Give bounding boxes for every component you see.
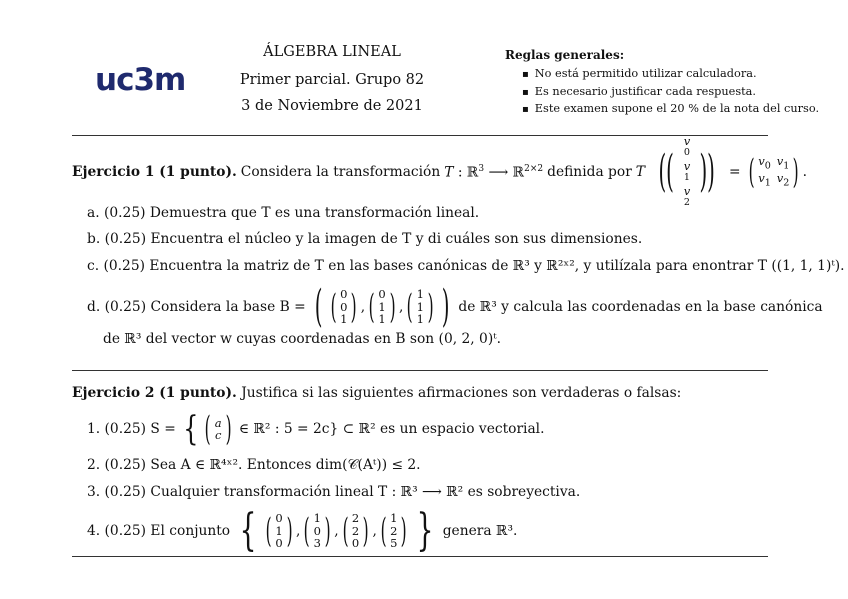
ex1-part-b: b. (0.25) Encuentra el núcleo y la imagen de T y di cuáles son sus dimensiones. [87, 231, 643, 247]
ex2-intro: Justifica si las siguientes afirmaciones son verdaderas o falsas: [241, 385, 682, 401]
vector-set: { ( 0 1 0 ) , ( 1 0 3 ) , ( 2 2 0 ) , ( 1 2 5 ) } [239, 505, 434, 556]
divider [72, 556, 768, 557]
course-title: ÁLGEBRA LINEAL [263, 44, 401, 60]
ex2-statement [72, 385, 681, 401]
rules-title: Reglas generales: [505, 48, 625, 62]
divider [72, 370, 768, 371]
ex1-map: T : ℝ$^3$ ⟶ ℝ$^{2\times 2}$ [444, 163, 544, 181]
ex1-part-d [87, 281, 823, 332]
exam-subtitle: Primer parcial. Grupo 82 [239, 72, 425, 88]
rule-item: ▪ No está permitido utilizar calculadora. [522, 66, 819, 84]
ex1-defined-by: definida por [547, 164, 632, 180]
uc3m-logo: uc3m [95, 62, 186, 98]
ex2-item-1-intro: 1. (0.25) S = [87, 421, 176, 437]
ex1-heading: Ejercicio 1 (1 punto). [72, 164, 237, 180]
ex1-intro: Considera la transformación [240, 164, 441, 180]
ex2-item-3: 3. (0.25) Cualquier transformación lineal T : ℝ³ ⟶ ℝ² es sobreyectiva. [87, 484, 581, 500]
ex1-statement [72, 133, 808, 208]
rules-list [522, 66, 819, 119]
rule-item: ▪ Es necesario justificar cada respuesta. [522, 84, 819, 102]
ex1-part-d-intro: d. (0.25) Considera la base B = [87, 299, 306, 315]
rule-item: ▪ Este examen supone el 20 % de la nota del curso. [522, 101, 819, 119]
ex2-item-4-cont: genera ℝ³. [442, 523, 518, 539]
ex2-item-2: 2. (0.25) Sea A ∈ ℝ⁴ˣ². Entonces dim(𝒞(Aᵗ)) ≤ 2. [87, 457, 421, 473]
ex2-item-1-cont: ∈ ℝ² : 5 = 2c} ⊂ ℝ² es un espacio vectorial. [238, 421, 545, 437]
ex1-part-d-cont: de ℝ³ y calcula las coordenadas en la base canónica [458, 299, 823, 315]
ex2-item-4 [87, 505, 518, 556]
ex1-part-d-line2: de ℝ³ del vector w cuyas coordenadas en B son (0, 2, 0)ᵗ. [103, 331, 501, 347]
ex2-item-1 [87, 410, 544, 448]
ex1-part-a: a. (0.25) Demuestra que T es una transformación lineal. [87, 205, 480, 221]
ex2-heading: Ejercicio 2 (1 punto). [72, 385, 237, 401]
set-S: { ( a c ) [183, 409, 232, 449]
ex1-formula: T (( v 0 v 1 v 2 )) = ( $v_0$ $v_1$ $v_1$ $v_2$ ) . [635, 133, 808, 208]
exam-date: 3 de Noviembre de 2021 [241, 98, 423, 114]
ex1-part-c: c. (0.25) Encuentra la matriz de T en las bases canónicas de ℝ³ y ℝ²ˣ², y utilízala para enontrar T ((1, 1, 1)ᵗ). [87, 258, 845, 274]
basis-B: ( ( 0 0 1 ) , ( 0 1 1 ) , ( 1 1 1 ) ) [314, 281, 450, 332]
ex2-item-4-intro: 4. (0.25) El conjunto [87, 523, 231, 539]
